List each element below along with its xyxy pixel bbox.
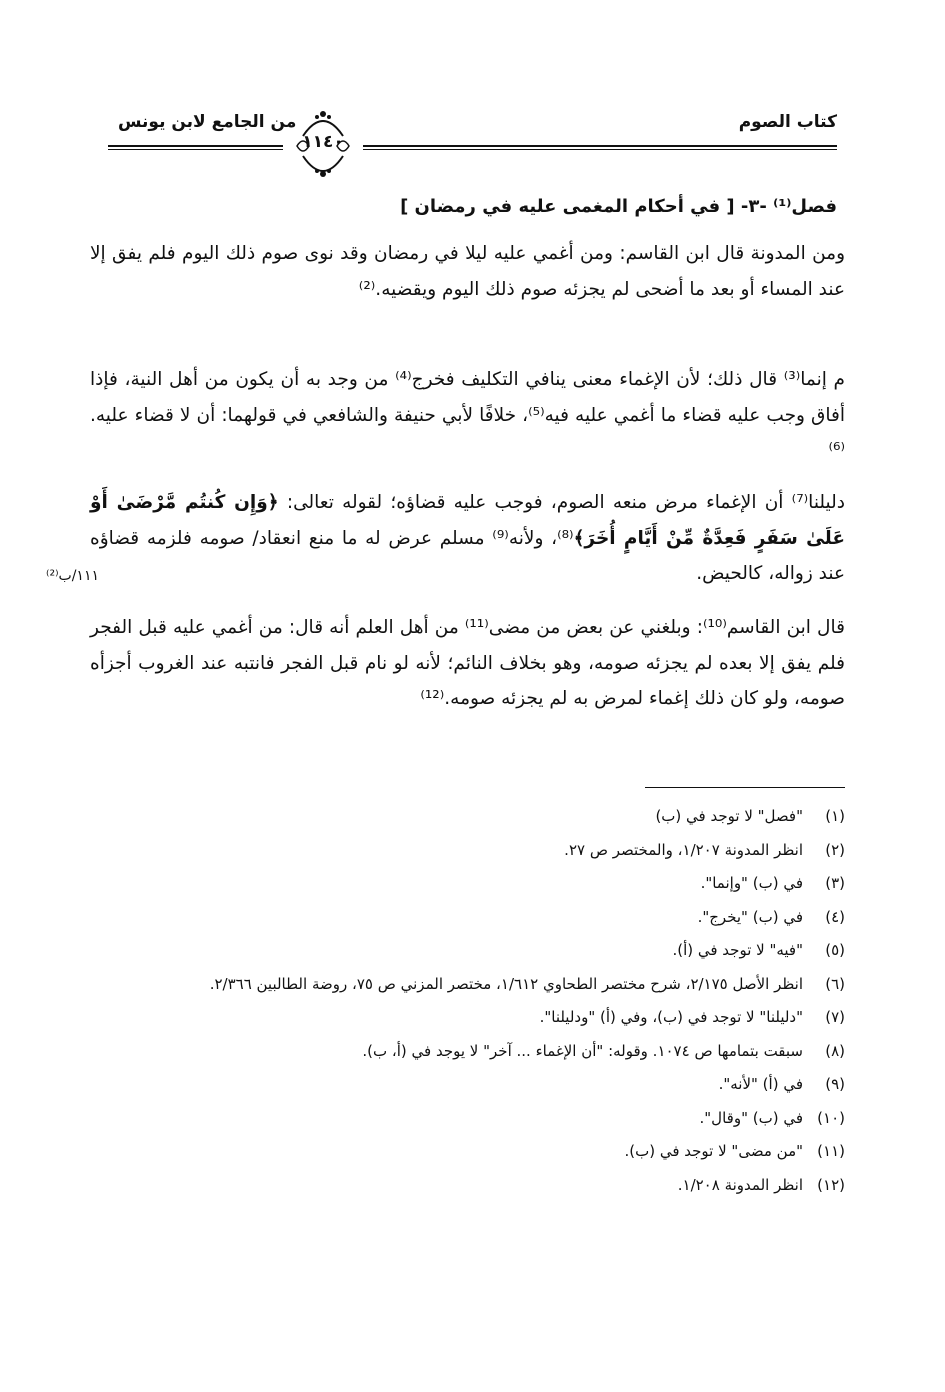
footnote-text: "فيه" لا توجد في (أ). [672,941,803,959]
footnote-number: (٣) [825,874,845,892]
footnote-number: (٩) [825,1075,845,1093]
footnote [85,1068,845,1102]
manuscript-folio-note: ١١١/ب⁽²⁾ [46,568,99,584]
footnote-text: "دليلنا" لا توجد في (ب)، وفي (أ) "ودليلنا". [539,1008,803,1026]
header-rule [108,145,837,147]
footnote-text: في (ب) "يخرج". [697,907,803,926]
footnote [85,1135,845,1169]
footnote-number: (١) [825,807,845,825]
footnote-text: "فصل" لا توجد في (ب) [655,807,803,825]
footnote [85,1035,845,1069]
footnote-number: (٨) [825,1041,845,1060]
footnote-number: (٦) [825,974,845,993]
footnote [85,934,845,968]
footnote-number: (٤) [825,907,845,926]
footnote-text: انظر الأصل ٢/١٧٥، شرح مختصر الطحاوي ١/٦١٢، مختصر المزني ص ٧٥، روضة الطالبين ٢/٣٦٦. [209,974,803,993]
footnote-number: (٢) [825,840,845,859]
footnote-separator [645,787,845,788]
quran-verse: ﴿وَإِن كُنتُم مَّرْضَىٰ أَوْ عَلَىٰ سَفَرٍ فَعِدَّةٌ مِّنْ أَيَّامٍ أُخَرَ﴾ [90,492,845,549]
footnotes [85,800,845,1202]
footnote-number: (١٢) [817,1175,845,1194]
footnote [85,867,845,901]
paragraph-3-rest: ⁽⁸⁾، ولأنه⁽⁹⁾ مسلم عرض له ما منع انعقاد/ صومه فلزمه قضاؤه عند زواله، كالحيض. [90,527,845,584]
paragraph-4: قال ابن القاسم⁽¹⁰⁾: وبلغني عن بعض من مضى⁽¹¹⁾ من أهل العلم أنه قال: من أغمي عليه قبل الفجر فلم يفق إلا بعده لم يجزئه صومه، وهو بخلاف النائم؛ لأنه لو نام قبل الفجر فانتبه عند الغروب أجزأه صومه، ولو كان ذلك إغماء لمرض به لم يجزئه صومه.⁽¹²⁾ [90,617,845,709]
footnote-text: انظر المدونة ١/٢٠٨. [677,1175,803,1194]
footnote-text: انظر المدونة ١/٢٠٧، والمختصر ص ٢٧. [564,840,803,859]
header-rule-thin [108,149,837,150]
footnote [85,1001,845,1035]
footnote-text: سبقت بتمامها ص ١٠٧٤. وقوله: "أن الإغماء ... آخر" لا يوجد في (أ، ب). [362,1041,803,1060]
footnote [85,1169,845,1203]
page-number: ١١٤٠ [302,132,344,152]
footnote-number: (٥) [825,941,845,959]
footnote-number: (٧) [825,1008,845,1026]
footnote [85,901,845,935]
footnote [85,1102,845,1136]
footnote-number: (١١) [817,1142,845,1160]
footnote-number: (١٠) [817,1108,845,1127]
paragraph-3 [90,485,845,592]
running-title-chapter: كتاب الصوم [738,112,837,132]
footnote [85,834,845,868]
footnote-text: في (ب) "وإنما". [700,874,803,892]
footnote-text: في (ب) "وقال". [699,1108,803,1127]
footnote [85,800,845,834]
section-heading: فصل⁽¹⁾ -٣- [ في أحكام المغمى عليه في رمضان ] [400,196,837,217]
footnote-text: في (أ) "لأنه". [718,1075,803,1093]
footnote [85,968,845,1002]
footnote-text: "من مضى" لا توجد في (ب). [624,1142,803,1160]
paragraph-1: ومن المدونة قال ابن القاسم: ومن أغمي عليه ليلا في رمضان وقد نوى صوم ذلك اليوم فلم يفق إلا عند المساء أو بعد ما أضحى لم يجزئه صوم ذلك اليوم ويقضيه.⁽²⁾ [90,243,845,300]
paragraph-3-intro: دليلنا⁽⁷⁾ أن الإغماء مرض منعه الصوم، فوجب عليه قضاؤه؛ لقوله تعالى: [286,492,845,513]
page-number-ornament [283,108,363,180]
paragraph-2: م إنما⁽³⁾ قال ذلك؛ لأن الإغماء معنى ينافي التكليف فخرج⁽⁴⁾ من وجد به أن يكون من أهل النية، فإذا أفاق وجب عليه قضاء ما أغمي عليه فيه⁽⁵⁾، خلافًا لأبي حنيفة والشافعي في قولهما: أن لا قضاء عليه.⁽⁶⁾ [90,369,845,461]
running-title-book: من الجامع لابن يونس [118,112,297,132]
